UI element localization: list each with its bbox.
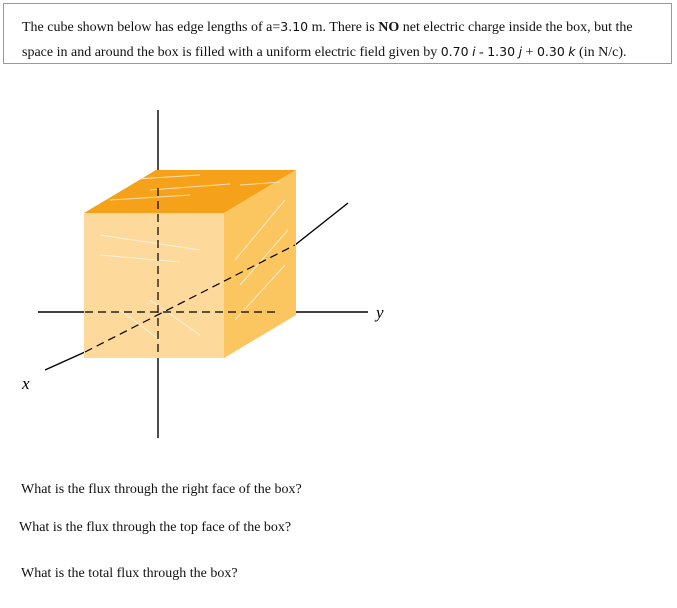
unit-vector-j: j (518, 44, 523, 59)
edge-length-value: 3.10 (280, 19, 309, 34)
x-axis-label: x (22, 374, 30, 393)
y-axis-label: y (376, 303, 384, 322)
operator-minus: - (475, 45, 488, 60)
unit-vector-i: i (472, 44, 476, 59)
field-y-component: 1.30 (487, 44, 516, 59)
emphasis-no: NO (378, 20, 400, 35)
field-x-component: 0.70 (440, 44, 469, 59)
cube-front-face (84, 213, 224, 358)
unit-vector-k: k (568, 44, 576, 59)
field-z-component: 0.30 (536, 44, 565, 59)
x-axis-back (295, 203, 348, 245)
statement-text: The cube shown below has edge lengths of a= (22, 20, 281, 35)
statement-text: (in N/c). (575, 45, 627, 60)
statement-text: net electric charge inside the box, but the (399, 20, 633, 35)
statement-text: space in and around the box is filled with a uniform electric field given by (22, 45, 441, 60)
question-right-face: What is the flux through the right face of the box? (21, 482, 302, 497)
operator-plus: + (522, 45, 537, 60)
question-top-face: What is the flux through the top face of the box? (19, 520, 292, 535)
statement-text: m. There is (308, 20, 379, 35)
x-axis-outer (45, 352, 85, 370)
question-total-flux: What is the total flux through the box? (21, 566, 238, 581)
